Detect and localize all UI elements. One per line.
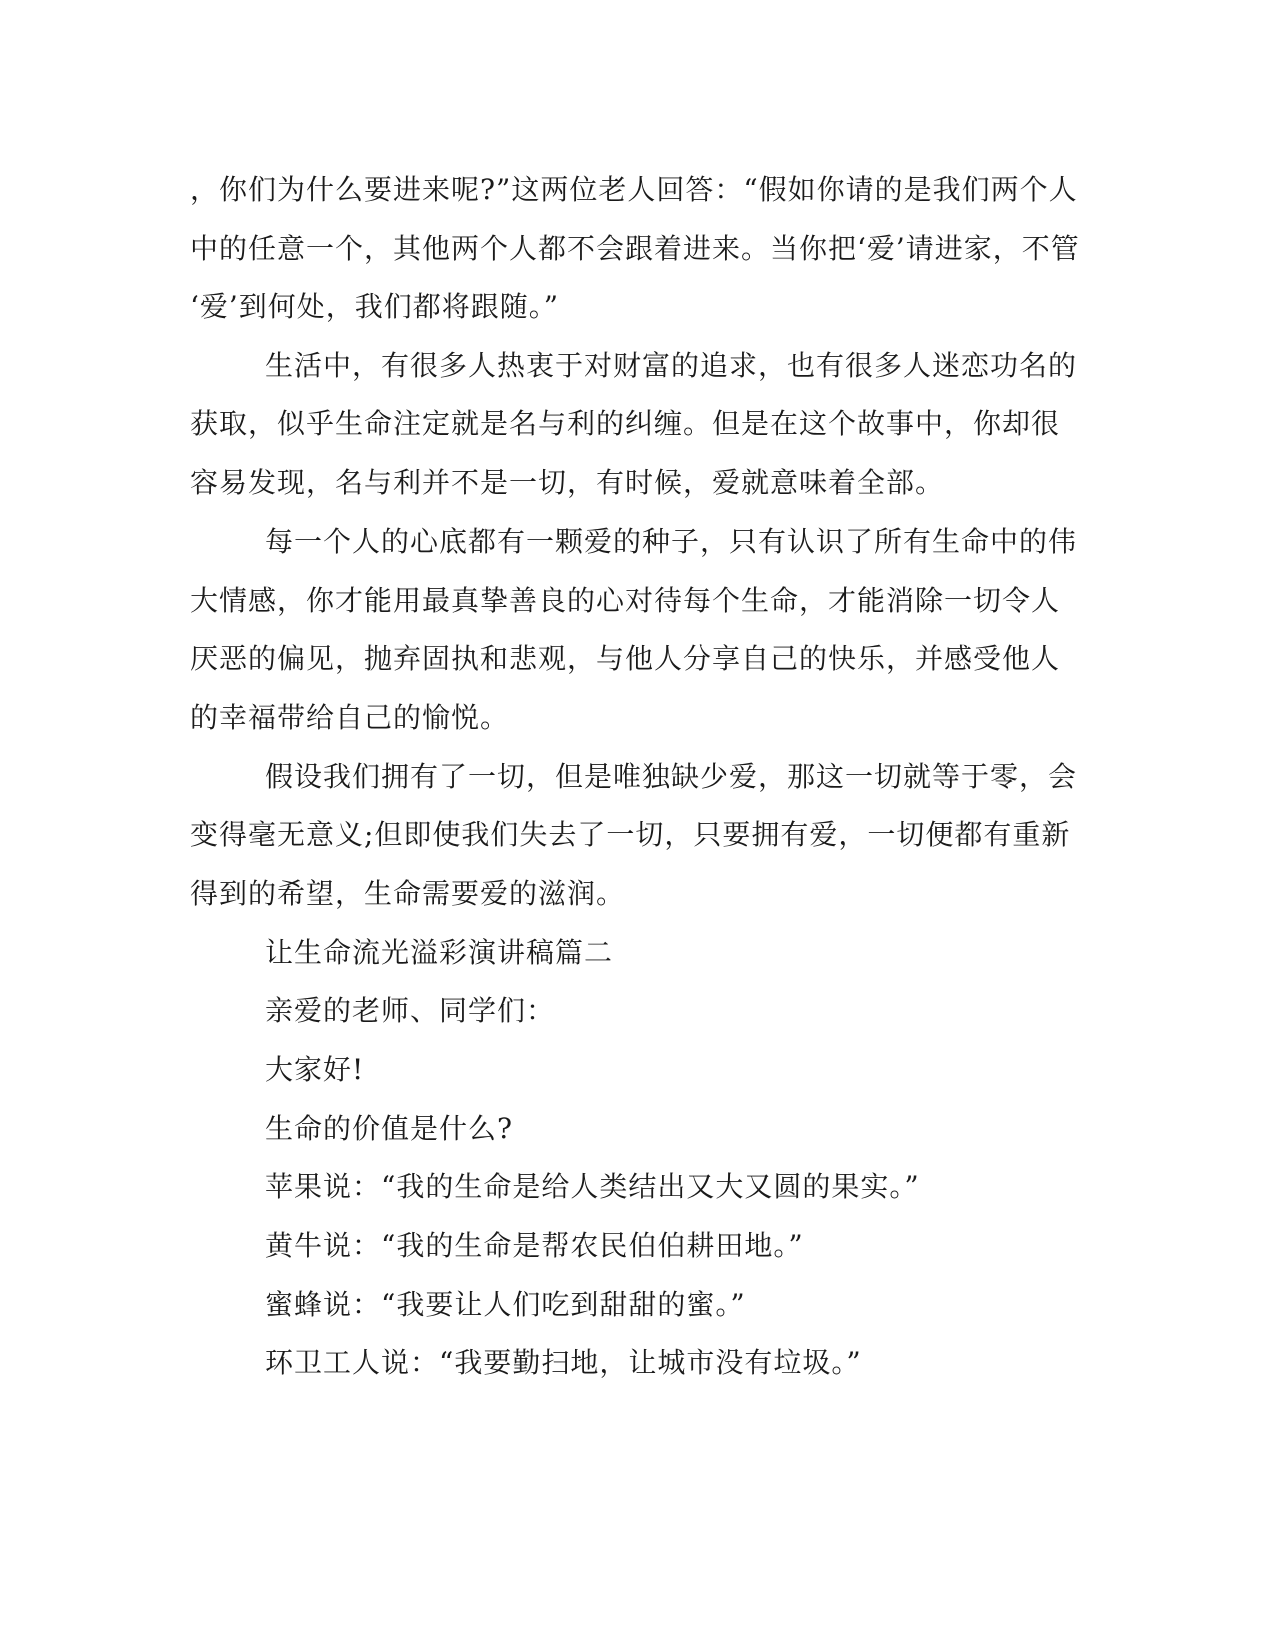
paragraph-line: ‘爱’到何处，我们都将跟随。” xyxy=(190,290,560,323)
section-heading: 让生命流光溢彩演讲稿篇二 xyxy=(265,936,614,969)
paragraph-line: 大情感，你才能用最真挚善良的心对待每个生命，才能消除一切令人 xyxy=(190,584,1061,617)
paragraph-line: 容易发现，名与利并不是一切，有时候，爱就意味着全部。 xyxy=(190,466,945,499)
paragraph-line: 得到的希望，生命需要爱的滋润。 xyxy=(190,877,626,910)
paragraph-line: ，你们为什么要进来呢?”这两位老人回答：“假如你请的是我们两个人 xyxy=(190,173,1078,206)
paragraph-line: 蜜蜂说：“我要让人们吃到甜甜的蜜。” xyxy=(265,1288,746,1321)
paragraph-line: 生活中，有很多人热衷于对财富的追求，也有很多人迷恋功名的 xyxy=(265,349,1078,382)
paragraph-line: 苹果说：“我的生命是给人类结出又大又圆的果实。” xyxy=(265,1170,920,1203)
paragraph-line: 的幸福带给自己的愉悦。 xyxy=(190,701,510,734)
greeting: 大家好! xyxy=(265,1053,365,1086)
paragraph-line: 生命的价值是什么? xyxy=(265,1112,514,1145)
paragraph-line: 假设我们拥有了一切，但是唯独缺少爱，那这一切就等于零，会 xyxy=(265,760,1078,793)
paragraph-line: 黄牛说：“我的生命是帮农民伯伯耕田地。” xyxy=(265,1229,804,1262)
paragraph-line: 环卫工人说：“我要勤扫地，让城市没有垃圾。” xyxy=(265,1346,862,1379)
paragraph-line: 厌恶的偏见，抛弃固执和悲观，与他人分享自己的快乐，并感受他人 xyxy=(190,642,1061,675)
paragraph-line: 中的任意一个，其他两个人都不会跟着进来。当你把‘爱’请进家，不管 xyxy=(190,232,1080,265)
paragraph-line: 变得毫无意义;但即使我们失去了一切，只要拥有爱，一切便都有重新 xyxy=(190,818,1071,851)
paragraph-line: 获取，似乎生命注定就是名与利的纠缠。但是在这个故事中，你却很 xyxy=(190,407,1061,440)
paragraph-line: 每一个人的心底都有一颗爱的种子，只有认识了所有生命中的伟 xyxy=(265,525,1078,558)
salutation: 亲爱的老师、同学们： xyxy=(265,994,556,1027)
